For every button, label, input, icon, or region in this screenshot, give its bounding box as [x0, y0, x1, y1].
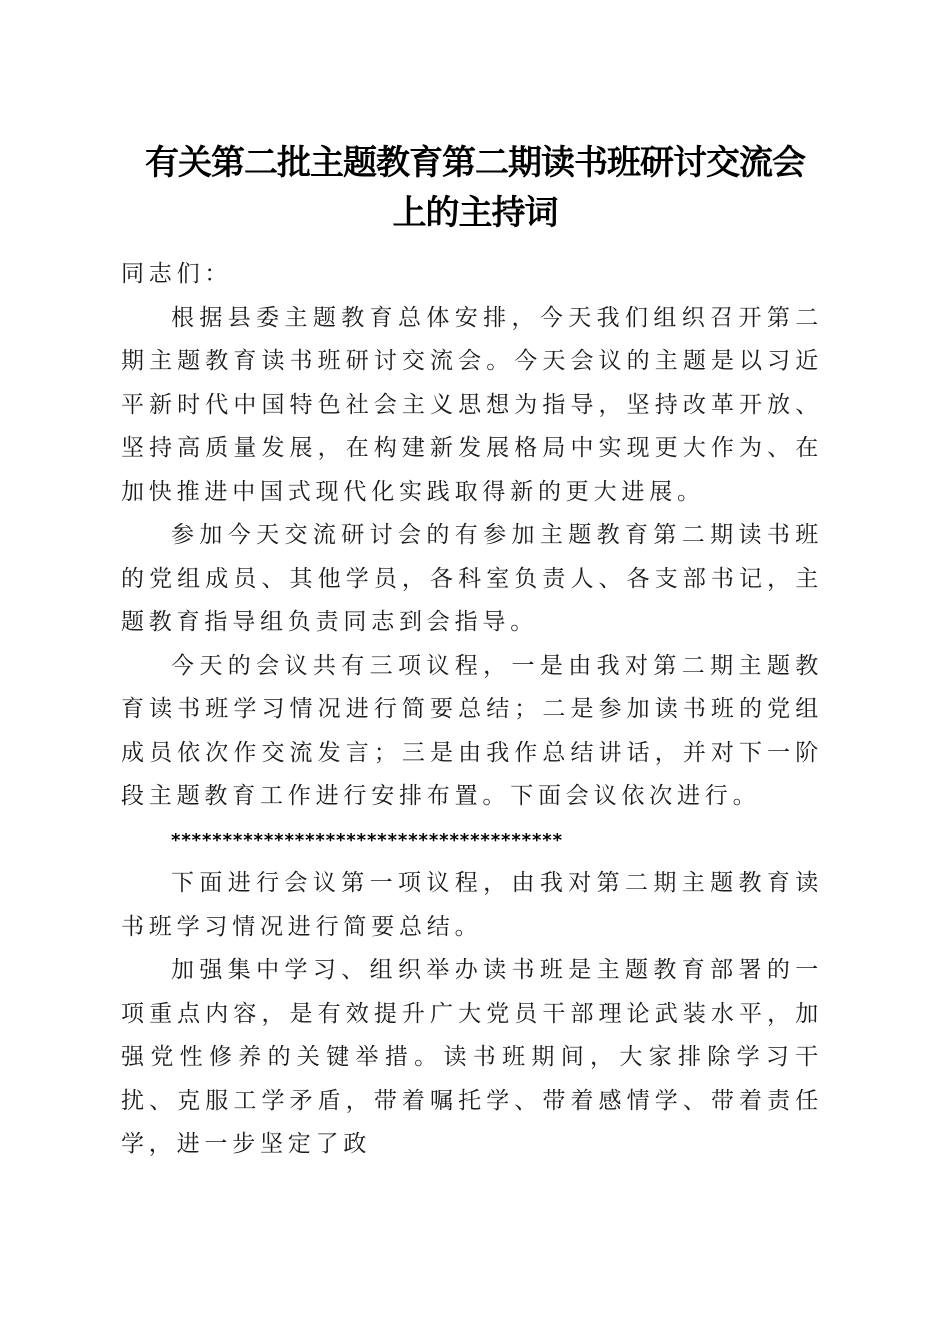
- title-line-2: 上的主持词: [392, 193, 558, 233]
- document-body: [121, 253, 823, 1167]
- paragraph-attendees: 参加今天交流研讨会的有参加主题教育第二期读书班的党组成员、其他学员，各科室负责人、各支部书记，主题教育指导组负责同志到会指导。: [121, 522, 823, 635]
- salutation: 同志们：: [121, 261, 233, 287]
- section-divider: **************************************: [171, 829, 563, 851]
- title-line-1: 有关第二批主题教育第二期读书班研讨交流会: [145, 143, 805, 183]
- paragraph-arrangement: 根据县委主题教育总体安排，今天我们组织召开第二期主题教育读书班研讨交流会。今天会议的主题是以习近平新时代中国特色社会主义思想为指导，坚持改革开放、坚持高质量发展，在构建新发展格局中实现更大作为、在加快推进中国式现代化实践取得新的更大进展。: [121, 304, 823, 505]
- paragraph-agenda: 今天的会议共有三项议程，一是由我对第二期主题教育读书班学习情况进行简要总结；二是参加读书班的党组成员依次作交流发言；三是由我作总结讲话，并对下一阶段主题教育工作进行安排布置。下面会议依次进行。: [121, 652, 823, 809]
- paragraph-first-item: 下面进行会议第一项议程，由我对第二期主题教育读书班学习情况进行简要总结。: [121, 870, 823, 940]
- paragraph-study-summary: 加强集中学习、组织举办读书班是主题教育部署的一项重点内容，是有效提升广大党员干部理论武装水平，加强党性修养的关键举措。读书班期间，大家排除学习干扰、克服工学矛盾，带着嘱托学、带着感情学、带着责任学，进一步坚定了政: [121, 957, 823, 1157]
- document-title: [110, 138, 840, 238]
